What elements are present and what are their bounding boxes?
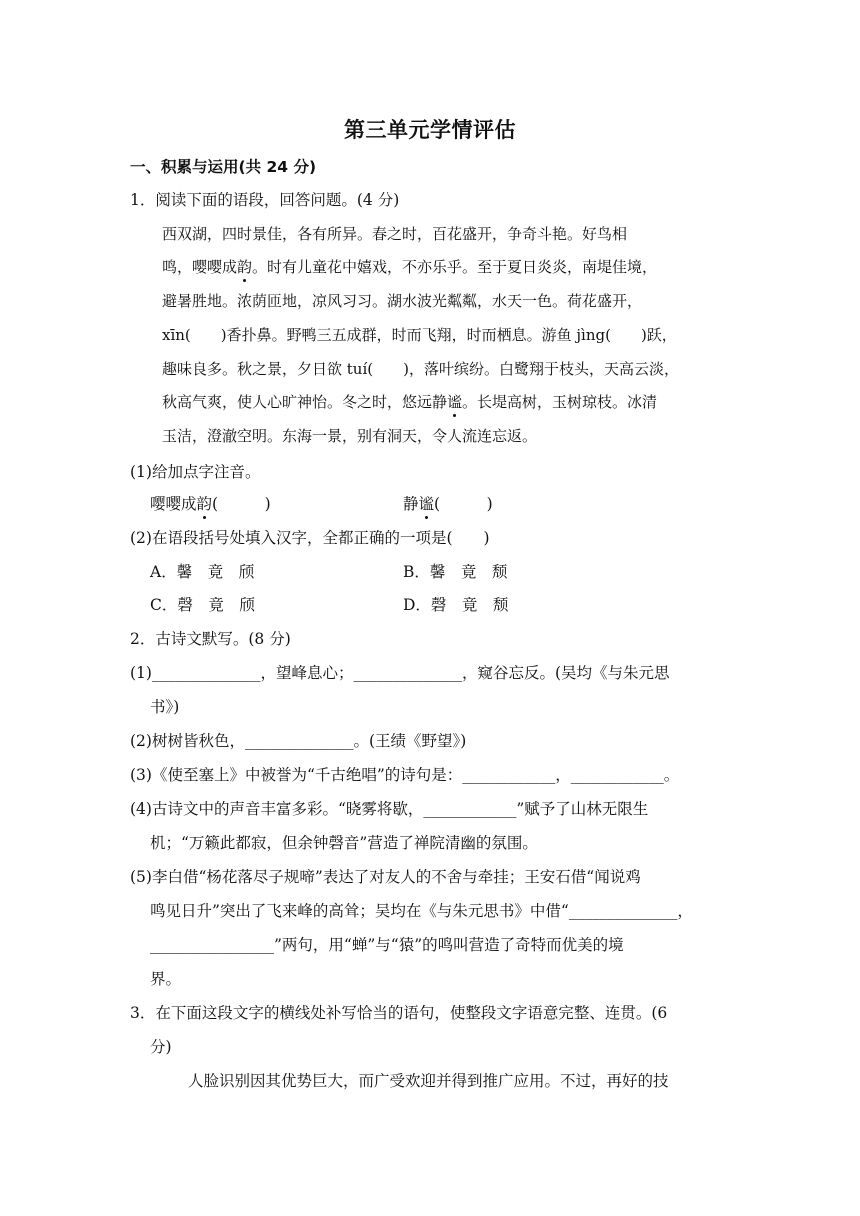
q1-stem: 1．阅读下面的语段，回答问题。(4 分) <box>130 191 400 209</box>
q2-item-5-cont: 鸣见日升”突出了飞来峰的高耸；吴均在《与朱元思书》中借“______________， <box>150 902 693 920</box>
q1-sub1-stem: (1)给加点字注音。 <box>130 463 261 481</box>
q2-item-4-cont: 机；“万籁此都寂，但余钟磬音”营造了禅院清幽的氛围。 <box>150 834 538 852</box>
q1-sub2-stem: (2)在语段括号处填入汉字，全都正确的一项是( ) <box>130 529 490 547</box>
q2-item-4: (4)古诗文中的声音丰富多彩。“晓雾将歇，____________”赋予了山林无限生 <box>130 800 649 818</box>
passage-line: 西双湖，四时景佳，各有所异。春之时，百花盛开，争奇斗艳。好鸟相 <box>162 225 628 243</box>
item-text: 静 <box>403 495 419 513</box>
option-b[interactable]: B．馨 竟 颓 <box>403 563 508 581</box>
passage-line: 趣味良多。秋之景，夕日欲 tuí( )，落叶缤纷。白鹭翔于枝头，天高云淡， <box>162 360 679 378</box>
q2-item-3: (3)《使至塞上》中被誉为“千古绝唱”的诗句是：____________，____________。 <box>130 766 680 784</box>
passage-line: 避暑胜地。浓荫匝地，凉风习习。湖水波光粼粼，水天一色。荷花盛开， <box>162 292 643 310</box>
answer-blank[interactable]: ( ) <box>434 495 493 513</box>
q2-item-5-cont: ________________”两句，用“蝉”与“猿”的鸣叫营造了奇特而优美的境 <box>150 936 624 954</box>
q2-item-5: (5)李白借“杨花落尽子规啼”表达了对友人的不舍与牵挂；王安石借“闻说鸡 <box>130 868 641 886</box>
q1-sub1-item-a <box>150 494 271 514</box>
section-heading: 一、积累与运用(共 24 分) <box>130 158 317 176</box>
q3-paragraph: 人脸识别因其优势巨大，而广受欢迎并得到推广应用。不过，再好的技 <box>188 1072 669 1090</box>
passage-line: xīn( )香扑鼻。野鸭三五成群，时而飞翔，时而栖息。游鱼 jìng( )跃， <box>162 326 677 344</box>
dotted-char: 韵 <box>237 258 253 276</box>
q2-stem: 2．古诗文默写。(8 分) <box>130 630 291 648</box>
passage-line <box>162 257 732 277</box>
page-title: 第三单元学情评估 <box>344 118 516 142</box>
dotted-char: 谧 <box>418 495 435 513</box>
option-c[interactable]: C．磬 竟 颀 <box>150 596 255 614</box>
passage-line-text: 鸣，嘤嘤成韵。时有儿童花中嬉戏，不亦乐乎。至于夏日炎炎，南堤佳境， <box>162 258 658 276</box>
q1-sub1-item-b <box>403 494 493 514</box>
passage-line-text: 秋高气爽，使人心旷神怡。冬之时，悠远静谧。长堤高树，玉树琼枝。冰清 <box>162 393 658 411</box>
dotted-char: 谧 <box>447 393 463 411</box>
passage-line <box>162 392 732 412</box>
dotted-char: 韵 <box>196 495 213 513</box>
q3-stem-cont: 分) <box>150 1038 172 1056</box>
option-a[interactable]: A．馨 竟 颀 <box>150 563 255 581</box>
q2-item-2: (2)树树皆秋色，______________。(王绩《野望》) <box>130 732 467 750</box>
answer-blank[interactable]: ( ) <box>212 495 271 513</box>
item-text: 嘤嘤成 <box>150 495 197 513</box>
option-d[interactable]: D．磬 竟 颓 <box>403 596 509 614</box>
q2-item-1: (1)______________，望峰息心；______________，窥谷忘反。(吴均《与朱元思 <box>130 664 670 682</box>
q2-item-5-cont: 界。 <box>150 970 182 988</box>
q2-item-1-cont: 书》) <box>150 698 180 716</box>
passage-line: 玉洁，澄澈空明。东海一景，别有洞天，令人流连忘返。 <box>162 427 538 445</box>
q3-stem: 3．在下面这段文字的横线处补写恰当的语句，使整段文字语意完整、连贯。(6 <box>130 1004 668 1022</box>
